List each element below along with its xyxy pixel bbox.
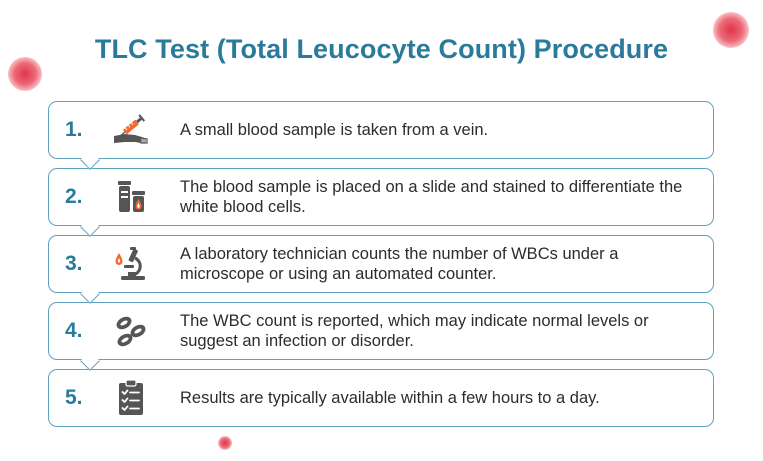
step-pointer	[80, 351, 100, 371]
step-pointer	[80, 150, 100, 170]
step-text: A laboratory technician counts the number of WBCs under a microscope or using an automated counter.	[180, 245, 619, 283]
step-text: The WBC count is reported, which may indicate normal levels or suggest an infection or disorder.	[180, 312, 649, 350]
step-number: 5.	[65, 386, 83, 409]
step-text: The blood sample is placed on a slide and stained to differentiate the white blood cells.	[180, 178, 683, 216]
test-tubes-icon	[111, 177, 151, 217]
step-number: 4.	[65, 319, 83, 342]
step-3	[48, 235, 714, 293]
step-pointer	[80, 217, 100, 237]
step-pointer	[80, 284, 100, 304]
microscope-icon	[111, 244, 151, 284]
step-5	[48, 369, 714, 427]
step-text: A small blood sample is taken from a vein.	[180, 121, 489, 139]
decorative-blob-bottom	[218, 436, 232, 450]
syringe-arm-icon	[111, 110, 151, 150]
clipboard-checklist-icon	[111, 378, 151, 418]
step-4	[48, 302, 714, 360]
step-text: Results are typically available within a few hours to a day.	[180, 389, 600, 407]
step-2	[48, 168, 714, 226]
blood-cells-icon	[111, 311, 151, 351]
step-1	[48, 101, 714, 159]
page-title: TLC Test (Total Leucocyte Count) Procedure	[94, 34, 669, 64]
step-number: 1.	[65, 118, 83, 141]
step-number: 3.	[65, 252, 83, 275]
step-number: 2.	[65, 185, 83, 208]
